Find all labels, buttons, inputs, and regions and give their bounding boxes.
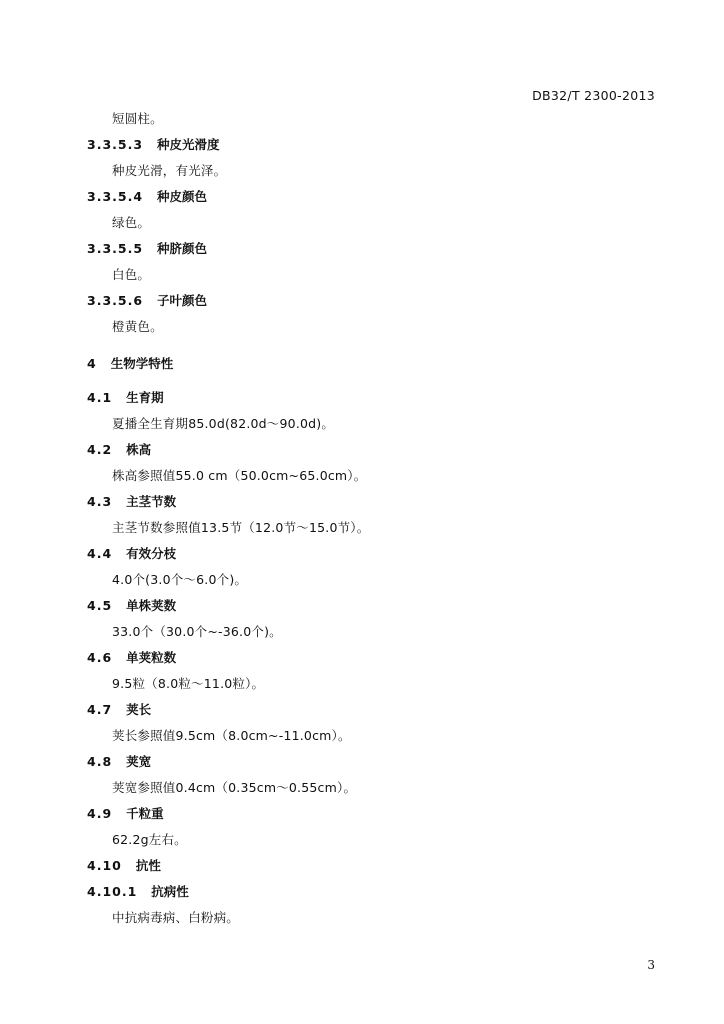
- section-heading-4-10-1: [87, 884, 189, 900]
- section-title: 种脐颜色: [157, 241, 208, 256]
- section-title: 生育期: [126, 390, 164, 405]
- section-number: 3.3.5.4: [87, 189, 144, 204]
- section-title: 荚长: [126, 702, 152, 717]
- section-title: 株高: [126, 442, 152, 457]
- section-heading-3-3-5-4: [87, 189, 207, 205]
- section-paragraph-4-7: 荚长参照值9.5cm（8.0cm~-11.0cm）。: [112, 728, 351, 743]
- section-number: 4: [87, 356, 97, 371]
- section-paragraph-3-3-5-6: 橙黄色。: [112, 319, 163, 334]
- section-title: 种皮颜色: [157, 189, 208, 204]
- section-heading-4-5: [87, 598, 176, 614]
- section-heading-4-4: [87, 546, 176, 562]
- section-paragraph-3-3-5-3: 种皮光滑，有光泽。: [112, 163, 227, 178]
- section-title: 千粒重: [126, 806, 164, 821]
- section-number: 4.5: [87, 598, 113, 613]
- section-heading-3-3-5-6: [87, 293, 207, 309]
- section-title: 抗病性: [151, 884, 189, 899]
- section-heading-4-3: [87, 494, 176, 510]
- section-number: 4.10.1: [87, 884, 138, 899]
- section-number: 4.7: [87, 702, 113, 717]
- section-heading-3-3-5-5: [87, 241, 207, 257]
- section-heading-4-7: [87, 702, 151, 718]
- section-heading-4: [87, 356, 173, 372]
- section-number: 4.3: [87, 494, 113, 509]
- section-paragraph-4-9: 62.2g左右。: [112, 832, 187, 847]
- section-title: 单株荚数: [126, 598, 177, 613]
- section-paragraph-3-3-5-5: 白色。: [112, 267, 151, 282]
- section-paragraph-4-5: 33.0个（30.0个~-36.0个)。: [112, 624, 282, 639]
- section-heading-3-3-5-3: [87, 137, 220, 153]
- section-number: 4.4: [87, 546, 113, 561]
- section-title: 生物学特性: [110, 356, 174, 371]
- section-number: 4.10: [87, 858, 122, 873]
- section-heading-4-6: [87, 650, 176, 666]
- section-number: 3.3.5.6: [87, 293, 144, 308]
- section-heading-4-9: [87, 806, 164, 822]
- section-paragraph-4-10-1: 中抗病毒病、白粉病。: [112, 910, 240, 925]
- section-number: 3.3.5.3: [87, 137, 144, 152]
- section-title: 子叶颜色: [157, 293, 208, 308]
- section-number: 4.9: [87, 806, 113, 821]
- section-heading-4-10: [87, 858, 161, 874]
- section-paragraph-4-8: 荚宽参照值0.4cm（0.35cm～0.55cm）。: [112, 780, 357, 795]
- section-paragraph-4-6: 9.5粒（8.0粒～11.0粒）。: [112, 676, 265, 691]
- section-heading-4-2: [87, 442, 151, 458]
- section-number: 3.3.5.5: [87, 241, 144, 256]
- section-title: 有效分枝: [126, 546, 177, 561]
- section-paragraph-3-3-5-4: 绿色。: [112, 215, 151, 230]
- section-title: 主茎节数: [126, 494, 177, 509]
- section-paragraph-4-1: 夏播全生育期85.0d(82.0d～90.0d)。: [112, 416, 335, 431]
- section-title: 种皮光滑度: [157, 137, 220, 152]
- section-paragraph-4-3: 主茎节数参照值13.5节（12.0节～15.0节）。: [112, 520, 370, 535]
- section-number: 4.2: [87, 442, 113, 457]
- section-heading-4-1: [87, 390, 164, 406]
- section-title: 抗性: [135, 858, 161, 873]
- section-title: 单荚粒数: [126, 650, 177, 665]
- document-code: DB32/T 2300-2013: [532, 88, 655, 103]
- section-number: 4.1: [87, 390, 113, 405]
- continued-paragraph: 短圆柱。: [112, 111, 163, 126]
- section-paragraph-4-4: 4.0个(3.0个～6.0个)。: [112, 572, 248, 587]
- page-number: 3: [647, 958, 655, 972]
- section-number: 4.6: [87, 650, 113, 665]
- section-number: 4.8: [87, 754, 113, 769]
- section-paragraph-4-2: 株高参照值55.0 cm（50.0cm~65.0cm）。: [112, 468, 367, 483]
- section-title: 荚宽: [126, 754, 152, 769]
- section-heading-4-8: [87, 754, 151, 770]
